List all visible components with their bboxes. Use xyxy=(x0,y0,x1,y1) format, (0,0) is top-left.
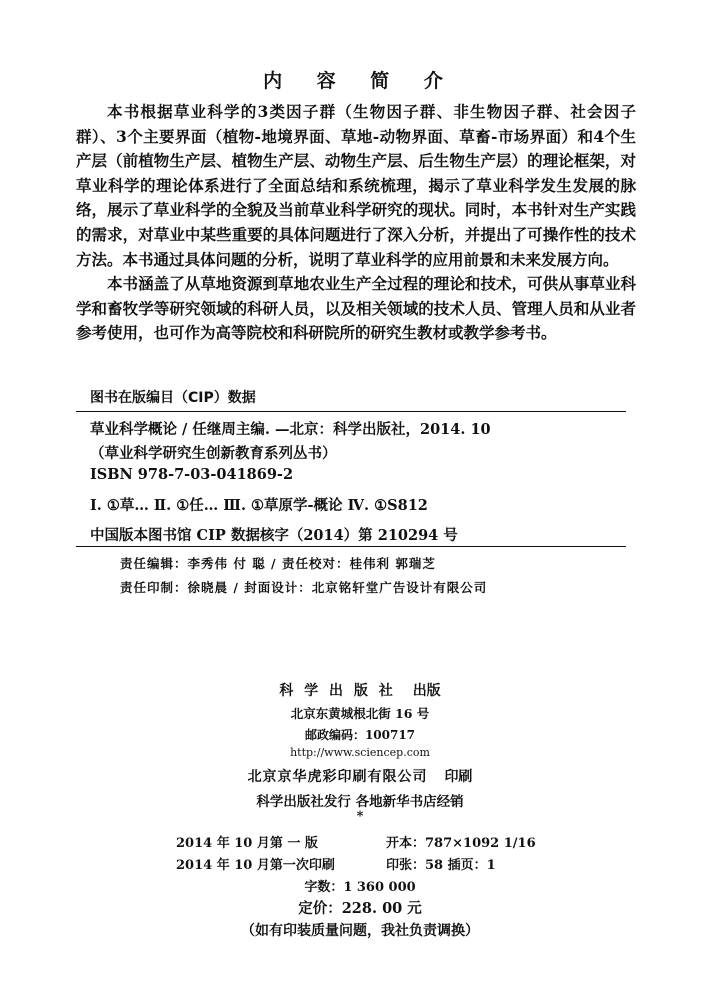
edition-line xyxy=(176,832,536,851)
printer-role: 印刷 xyxy=(444,769,473,785)
production-credits: 责任印制：徐晓晨 / 封面设计：北京铭轩堂广告设计有限公司 xyxy=(120,580,488,595)
cip-top-rule xyxy=(76,411,626,412)
summary-paragraph-2: 本书涵盖了从草地资源到草地农业生产全过程的理论和技术，可供从事草业科学和畜牧学等研究领域的科研人员，以及相关领域的技术人员、管理人员和从业者参考使用，也可作为高等院校和科研院所的研究生教材或教学参考书。 xyxy=(76,274,636,343)
editor-credits: 责任编辑：李秀伟 付 聪 / 责任校对：桂伟利 郭瑞芝 xyxy=(120,556,436,571)
printing-line xyxy=(176,854,496,873)
postcode: 邮政编码：100717 xyxy=(304,728,416,742)
printing: 2014 年 10 月第一次印刷 xyxy=(176,858,335,873)
printer-line xyxy=(0,766,720,786)
summary-paragraph-1: 本书根据草业科学的3类因子群（生物因子群、非生物因子群、社会因子群）、3个主要界面（植物-地境界面、草地-动物界面、草畜-市场界面）和4个生产层（前植物生产层、植物生产层、动物生产层、后生物生产层）的理论框架，对草业科学的理论体系进行了全面总结和系统梳理，揭示了草业科学发生发展的脉络，展示了草业科学的全貌及当前草业科学研究的现状。同时，本书针对生产实践的需求，对草业中某些重要的具体问题进行了深入分析，并提出了可操作性的技术方法。本书通过具体问题的分析，说明了草业科学的应用前景和未来发展方向。 xyxy=(76,102,636,269)
sheet-count: 印张：58 插页：1 xyxy=(386,858,496,873)
cip-bottom-rule xyxy=(76,546,626,547)
printer-name: 北京京华虎彩印刷有限公司 xyxy=(247,769,428,785)
distribution-line: 科学出版社发行 各地新华书店经销 xyxy=(256,794,464,810)
cip-series-line: （草业科学研究生创新教育系列丛书） xyxy=(90,445,337,462)
separator-star: * xyxy=(356,809,364,824)
publisher-line xyxy=(0,680,720,700)
cip-isbn-line: ISBN 978-7-03-041869-2 xyxy=(90,466,294,483)
cip-title-line: 草业科学概论 / 任继周主编. —北京：科学出版社，2014. 10 xyxy=(90,421,491,438)
cip-title: 图书在版编目（CIP）数据 xyxy=(90,390,256,406)
cip-classification-line: Ⅰ. ①草… Ⅱ. ①任… Ⅲ. ①草原学-概论 Ⅳ. ①S812 xyxy=(90,497,428,514)
quality-notice: （如有印装质量问题，我社负责调换） xyxy=(241,923,479,939)
edition: 2014 年 10 月第 一 版 xyxy=(176,836,318,851)
publisher-address: 北京东黄城根北街 16 号 xyxy=(290,706,430,721)
content-summary-heading: 内 容 简 介 xyxy=(263,70,457,92)
price: 定价：228. 00 元 xyxy=(298,900,422,917)
publisher-name: 科 学 出 版 社 xyxy=(279,683,396,699)
book-format: 开本：787×1092 1/16 xyxy=(386,836,536,851)
cip-record-number: 中国版本图书馆 CIP 数据核字（2014）第 210294 号 xyxy=(90,527,458,544)
publisher-role: 出版 xyxy=(412,683,441,699)
content-summary xyxy=(76,100,636,346)
word-count: 字数：1 360 000 xyxy=(304,880,416,895)
publisher-url: http://www.sciencep.com xyxy=(290,746,430,759)
